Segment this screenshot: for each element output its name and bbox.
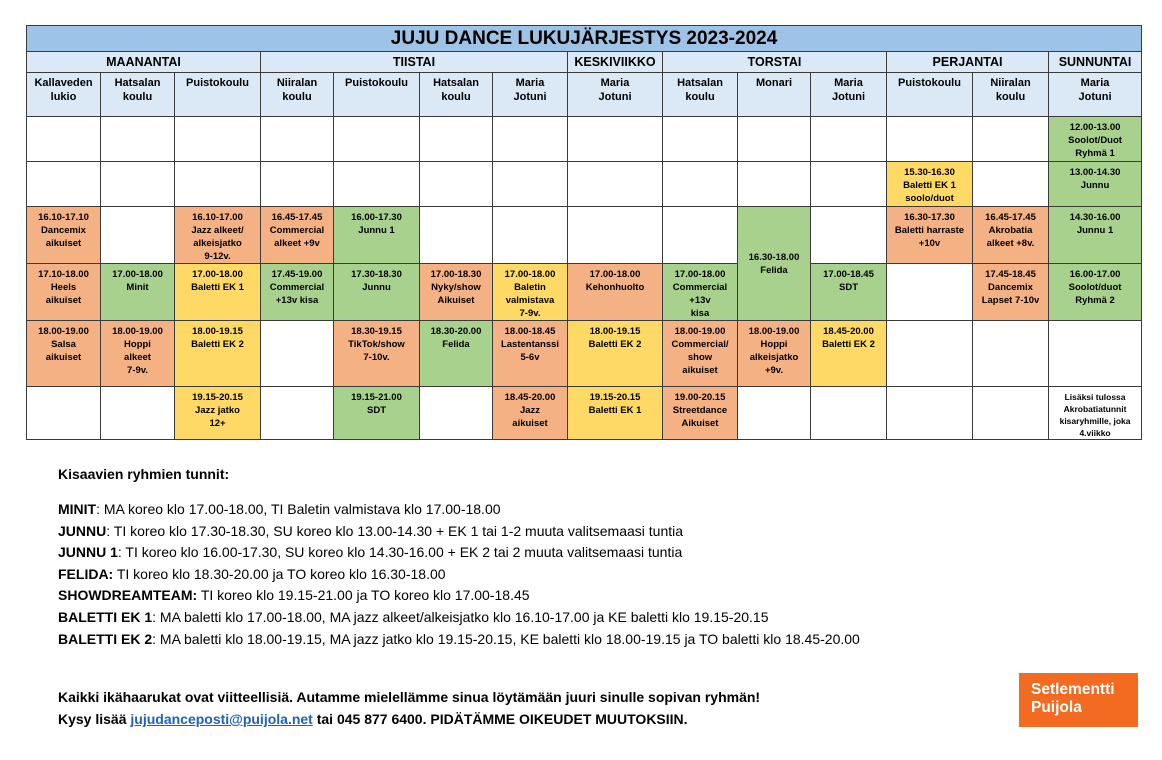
class-text: 16.30-17.30 Baletti harraste +10v [894,212,965,249]
class-text: 16.30-18.00 Felida [748,251,800,276]
note-text: Lisäksi tulossa Akrobatiatunnit kisaryhmille, joka 4.viikko [1059,392,1131,438]
class-text: 16.00-17.30 Junnu 1 [351,212,402,236]
class-text: 18.00-18.45 Lastentanssi 5-6v [500,326,560,363]
class-slot [101,264,175,321]
class-slot [568,264,663,321]
group-schedule: TI koreo klo 19.15-21.00 ja TO koreo klo 17.00-18.45 [197,587,530,604]
empty-slot [261,117,334,162]
location-name: Hatsalan koulu [677,77,723,103]
class-slot [493,387,568,440]
location-header [420,73,493,117]
class-text: 16.45-17.45 Commercial alkeet +9v [269,212,325,249]
empty-slot [493,162,568,207]
group-name: MINIT [58,501,97,517]
day-header-perjantai: PERJANTAI [887,52,1049,73]
empty-slot [420,387,493,440]
group-schedule: : MA baletti klo 18.00-19.15, MA jazz jatko klo 19.15-20.15, KE baletti klo 18.00-19.15 ja TO baletti klo 18.45-20.00 [152,630,860,647]
empty-slot [663,162,738,207]
empty-slot [420,117,493,162]
empty-slot [887,387,973,440]
empty-slot [175,162,261,207]
class-slot [973,264,1049,321]
location-header-row [27,73,1142,117]
location-header [568,73,663,117]
schedule-title: JUJU DANCE LUKUJÄRJESTYS 2023-2024 [27,26,1142,52]
empty-slot [420,207,493,264]
class-text: 19.00-20.15 Streetdance Aikuiset [672,392,728,429]
empty-slot [493,207,568,264]
class-text: 17.30-18.30 Junnu [351,269,402,293]
class-slot [811,264,887,321]
class-text: 17.45-19.00 Commercial +13v kisa [269,269,325,306]
footer-line-2 [58,708,760,730]
schedule-table [26,25,1142,440]
group-name: FELIDA: [58,565,114,582]
empty-slot [811,207,887,264]
class-text: 18.00-19.15 Baletti EK 2 [588,326,642,350]
schedule-row [27,162,1142,207]
class-slot [568,387,663,440]
empty-slot [663,117,738,162]
class-text: 19.15-20.15 Jazz jatko 12+ [192,392,243,429]
location-header [261,73,334,117]
class-slot [334,321,420,387]
class-text: 14.30-16.00 Junnu 1 [1069,212,1121,236]
empty-slot [887,117,973,162]
group-name: JUNNU 1 [58,544,118,561]
empty-slot [887,264,973,321]
class-text: 18.30-19.15 TikTok/show 7-10v. [348,326,405,363]
class-text: 18.00-19.00 Salsa aikuiset [38,326,89,363]
day-header-keskiviikko: KESKIVIIKKO [568,52,663,73]
empty-slot [738,162,811,207]
empty-slot [568,117,663,162]
class-slot [27,207,101,264]
class-slot [261,207,334,264]
footer-contact-prefix: Kysy lisää [58,711,131,727]
class-slot [887,162,973,207]
class-slot [887,207,973,264]
empty-slot [663,207,738,264]
location-header [175,73,261,117]
class-text: 18.00-19.00 Hoppi alkeisjatko +9v. [748,326,800,376]
group-schedule: TI koreo klo 18.30-20.00 ja TO koreo klo 16.30-18.00 [113,565,446,582]
empty-slot [568,162,663,207]
setlementti-puijola-logo [1019,673,1138,727]
class-slot [1049,264,1142,321]
schedule-row [27,321,1142,387]
location-name: Puistokoulu [186,77,249,89]
empty-slot [973,321,1049,387]
footer-line-1: Kaikki ikähaarukat ovat viitteellisiä. Autamme mielellämme sinua löytämään juuri sinulle sopivan ryhmän! [58,689,761,705]
location-header [101,73,175,117]
class-slot [1049,117,1142,162]
group-line [58,521,860,543]
class-slot [334,207,420,264]
empty-slot [568,207,663,264]
day-header-maanantai: MAANANTAI [27,52,261,73]
empty-slot [27,162,101,207]
location-header [27,73,101,117]
class-text: 17.00-18.45 SDT [823,269,874,293]
location-name: Maria Jotuni [598,77,632,103]
location-name: Maria Jotuni [832,77,865,103]
class-text: 17.10-18.00 Heels aikuiset [38,269,89,306]
class-text: 16.10-17.00 Jazz alkeet/ alkeisjatko 9-12v. [191,212,244,262]
location-name: Kallaveden lukio [34,77,93,103]
day-header-sunnuntai: SUNNUNTAI [1049,52,1142,73]
class-slot [738,321,811,387]
email-link[interactable]: jujudanceposti@puijola.net [130,711,313,727]
class-text: 18.45-20.00 Baletti EK 2 [822,326,875,350]
empty-slot [811,117,887,162]
class-text: 18.30-20.00 Felida [430,326,482,350]
group-line [58,564,860,586]
class-slot [27,264,101,321]
location-name: Monari [755,77,793,89]
location-header [334,73,420,117]
group-name: SHOWDREAMTEAM: [58,587,198,604]
location-header [663,73,738,117]
empty-slot [1049,321,1142,387]
class-text: 18.00-19.00 Commercial/ show aikuiset [671,326,729,376]
class-text: 13.00-14.30 Junnu [1069,167,1121,191]
empty-slot [887,321,973,387]
empty-slot [973,387,1049,440]
class-text: 18.45-20.00 Jazz aikuiset [504,392,556,429]
group-schedule: : TI koreo klo 17.30-18.30, SU koreo klo 13.00-14.30 + EK 1 tai 1-2 muuta valitsemaasi tuntia [106,522,684,539]
empty-slot [101,207,175,264]
empty-slot [973,162,1049,207]
group-name: BALETTI EK 2 [58,630,153,647]
class-text: 16.10-17.10 Dancemix aikuiset [38,212,89,249]
location-name: Niiralan koulu [990,77,1031,103]
day-header-torstai: TORSTAI [663,52,887,73]
class-slot [334,264,420,321]
class-slot [1049,162,1142,207]
class-text: 17.00-18.00 Kehonhuolto [585,269,645,293]
class-text: 12.00-13.00 Soolot/Duot Ryhmä 1 [1068,122,1122,159]
group-schedule: : MA koreo klo 17.00-18.00, TI Baletin valmistava klo 17.00-18.00 [96,501,501,517]
location-name: Maria Jotuni [513,77,547,103]
class-text: 17.00-18.00 Baletin valmistava 7-9v. [504,269,556,319]
logo-line-1: Setlementti [1031,681,1115,698]
location-name: Niiralan koulu [276,77,318,103]
class-text: 16.00-17.00 Soolot/duot Ryhmä 2 [1068,269,1122,306]
footer-text [58,686,760,730]
class-slot [973,207,1049,264]
location-header [493,73,568,117]
group-line [58,629,860,651]
class-text: 18.00-19.15 Baletti EK 2 [191,326,244,350]
class-slot [175,387,261,440]
class-text: 19.15-21.00 SDT [351,392,402,416]
class-text: 17.00-18.00 Baletti EK 1 [191,269,244,293]
day-header-row [27,52,1142,73]
class-slot [101,321,175,387]
group-line [58,499,860,521]
class-text: 15.30-16.30 Baletti EK 1 soolo/duot [903,167,956,204]
schedule-row [27,387,1142,440]
location-name: Hatsalan koulu [433,77,479,103]
empty-slot [738,387,811,440]
schedule-row [27,207,1142,264]
empty-slot [493,117,568,162]
empty-slot [811,387,887,440]
class-slot [175,264,261,321]
class-slot [493,264,568,321]
empty-slot [261,162,334,207]
class-slot [663,387,738,440]
class-text: 17.00-18.00 Commercial +13v kisa [672,269,728,319]
schedule-note-cell [1049,387,1142,440]
location-header [1049,73,1142,117]
empty-slot [175,117,261,162]
empty-slot [261,387,334,440]
schedule-row [27,117,1142,162]
group-name: BALETTI EK 1 [58,608,153,625]
class-slot [175,207,261,264]
class-slot [493,321,568,387]
empty-slot [261,321,334,387]
empty-slot [334,162,420,207]
class-slot [175,321,261,387]
class-slot [738,207,811,321]
class-slot [568,321,663,387]
empty-slot [27,117,101,162]
class-text: 18.00-19.00 Hoppi alkeet 7-9v. [112,326,163,376]
class-text: 16.45-17.45 Akrobatia alkeet +8v. [985,212,1036,249]
class-slot [1049,207,1142,264]
class-text: 17.00-18.00 Minit [112,269,163,293]
class-text: 19.15-20.15 Baletti EK 1 [588,392,642,416]
empty-slot [738,117,811,162]
group-name: JUNNU [58,522,107,539]
class-slot [261,264,334,321]
footer-contact-suffix: tai 045 877 6400. PIDÄTÄMME OIKEUDET MUUTOKSIIN. [312,711,688,727]
group-schedule: : TI koreo klo 16.00-17.30, SU koreo klo 14.30-16.00 + EK 2 tai 2 muuta valitsemaasi tuntia [117,544,683,561]
class-slot [663,264,738,321]
group-line [58,542,860,564]
location-header [738,73,811,117]
logo-line-2: Puijola [1031,699,1082,716]
empty-slot [811,162,887,207]
class-text: 17.00-18.30 Nyky/show Aikuiset [430,269,482,306]
empty-slot [101,387,175,440]
class-slot [334,387,420,440]
class-slot [420,264,493,321]
class-slot [811,321,887,387]
location-name: Hatsalan koulu [114,77,161,103]
location-name: Puistokoulu [898,77,961,89]
location-header [887,73,973,117]
empty-slot [27,387,101,440]
competition-groups-list [58,499,860,650]
schedule-row [27,264,1142,321]
group-line [58,585,860,607]
class-slot [27,321,101,387]
empty-slot [101,117,175,162]
day-header-tiistai: TIISTAI [261,52,568,73]
class-text: 17.45-18.45 Dancemix Lapset 7-10v [981,269,1040,306]
class-slot [420,321,493,387]
location-header [973,73,1049,117]
group-schedule: : MA baletti klo 17.00-18.00, MA jazz alkeet/alkeisjatko klo 16.10-17.00 ja KE baletti klo 19.15-20.15 [152,608,769,625]
empty-slot [101,162,175,207]
group-line [58,607,860,629]
class-slot [663,321,738,387]
location-name: Maria Jotuni [1078,77,1112,103]
empty-slot [973,117,1049,162]
location-header [811,73,887,117]
empty-slot [334,117,420,162]
location-name: Puistokoulu [345,77,408,89]
empty-slot [420,162,493,207]
competition-groups-heading: Kisaavien ryhmien tunnit: [58,466,230,482]
